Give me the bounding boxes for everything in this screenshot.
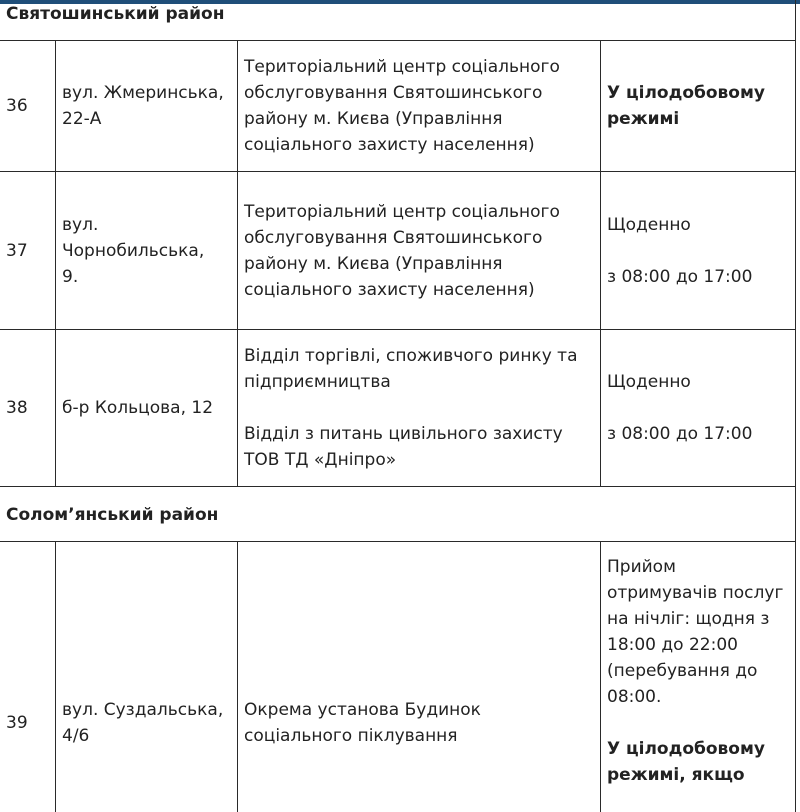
schedule-mode: У цілодобовому режимі, якщо [607,739,765,785]
schedule-hours: з 08:00 до 17:00 [607,424,753,444]
schedule-cell [601,542,796,812]
address-line: Чорнобильська, [62,240,205,261]
row-number: 37 [0,172,56,330]
schedule-note: Прийом отримувачів послуг на нічліг: щодня з 18:00 до 22:00 (перебування до 08:00. [607,557,784,707]
schedule-cell [601,172,796,330]
schedule-cell [601,330,796,487]
row-number: 36 [0,41,56,172]
organization-cell [238,330,601,487]
table-row [0,542,796,812]
district-name: Солом’янський район [0,487,796,542]
district-row [0,0,796,41]
address-line: 9. [62,266,79,287]
address-cell: вул. Суздальська, 4/6 [56,542,238,812]
table-row [0,41,796,172]
district-row [0,487,796,542]
organization-cell: Окрема установа Будинок соціального піклування [238,542,601,812]
row-number: 39 [0,542,56,812]
schedule-hours: з 08:00 до 17:00 [607,266,753,287]
schedule-days: Щоденно [607,214,691,235]
table-row [0,172,796,330]
organization-cell: Територіальний центр соціального обслуговування Святошинського району м. Києва (Управління соціального захисту населення) [238,172,601,330]
address-cell: б-р Кольцова, 12 [56,330,238,487]
address-cell [56,172,238,330]
organization-line: Відділ з питань цивільного захисту ТОВ ТД «Дніпро» [244,424,563,470]
table-row [0,330,796,487]
address-line: вул. [62,214,99,235]
schedule-days: Щоденно [607,372,691,392]
organization-line: Відділ торгівлі, споживчого ринку та підприємництва [244,346,578,392]
organization-cell: Територіальний центр соціального обслуговування Святошинського району м. Києва (Управління соціального захисту населення) [238,41,601,172]
row-number: 38 [0,330,56,487]
address-cell: вул. Жмеринська, 22-А [56,41,238,172]
district-name: Святошинський район [0,0,796,41]
schedule-cell: У цілодобовому режимі [601,41,796,172]
